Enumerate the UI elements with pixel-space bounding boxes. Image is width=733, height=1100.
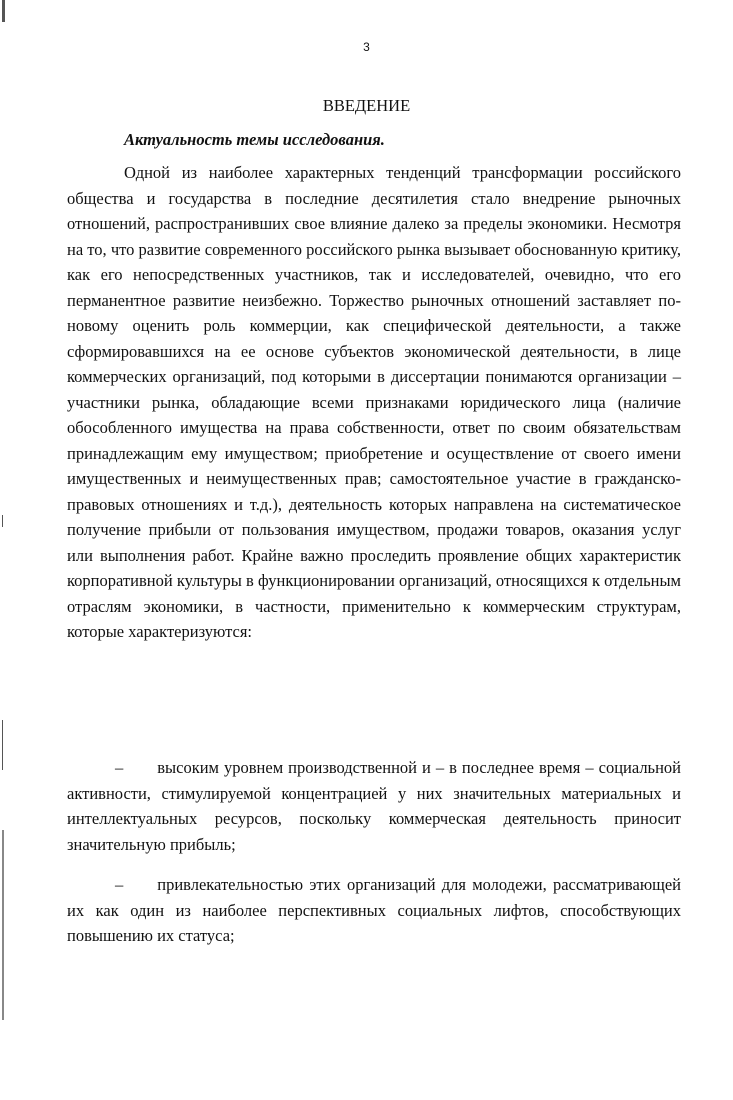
section-subheading: Актуальность темы исследования.	[124, 130, 385, 149]
list-dash-marker: –	[115, 758, 124, 777]
list-item-text: привлекательностью этих организаций для молодежи, рассматривающей их как один из наиболее перспективных социальных лифтов, способствующих повышению их статуса;	[67, 875, 681, 945]
list-item	[67, 755, 681, 857]
page-number: 3	[363, 40, 370, 54]
scan-artifact	[2, 0, 5, 22]
list-item	[67, 872, 681, 949]
scan-artifact	[2, 720, 3, 770]
page-title: ВВЕДЕНИЕ	[322, 96, 411, 115]
intro-paragraph: Одной из наиболее характерных тенденций трансформации российского общества и государства в последние десятилетия стало внедрение рыночных отношений, распространивших свое влияние далеко за пределы экономики. Несмотря на то, что развитие современного российского рынка вызывает обоснованную критику, как его непосредственных участников, так и исследователей, очевидно, что его перманентное развитие неизбежно. Торжество рыночных отношений заставляет по-новому оценить роль коммерции, как специфической деятельности, а также сформировавшихся на ее основе субъектов экономической деятельности, в лице коммерческих организаций, под которыми в диссертации понимаются организации – участники рынка, обладающие всеми признаками юридического лица (наличие обособленного имущества на права собственности, ответ по своим обязательствам принадлежащим ему имуществом; приобретение и осуществление от своего имени имущественных и неимущественных прав; самостоятельное участие в гражданско-правовых отношениях и т.д.), деятельность которых направлена на систематическое получение прибыли от пользования имуществом, продажи товаров, оказания услуг или выполнения работ. Крайне важно проследить проявление общих характеристик корпоративной культуры в функционировании организаций, относящихся к отдельным отраслям экономики, в частности, применительно к коммерческим структурам, которые характеризуются:	[67, 163, 681, 641]
scan-artifact	[2, 515, 3, 527]
list-item-text: высоким уровнем производственной и – в последнее время – социальной активности, стимулируемой концентрацией у них значительных материальных и интеллектуальных ресурсов, поскольку коммерческая деятельность приносит значительную прибыль;	[67, 758, 681, 854]
scan-artifact	[2, 830, 4, 1020]
list-dash-marker: –	[115, 875, 124, 894]
